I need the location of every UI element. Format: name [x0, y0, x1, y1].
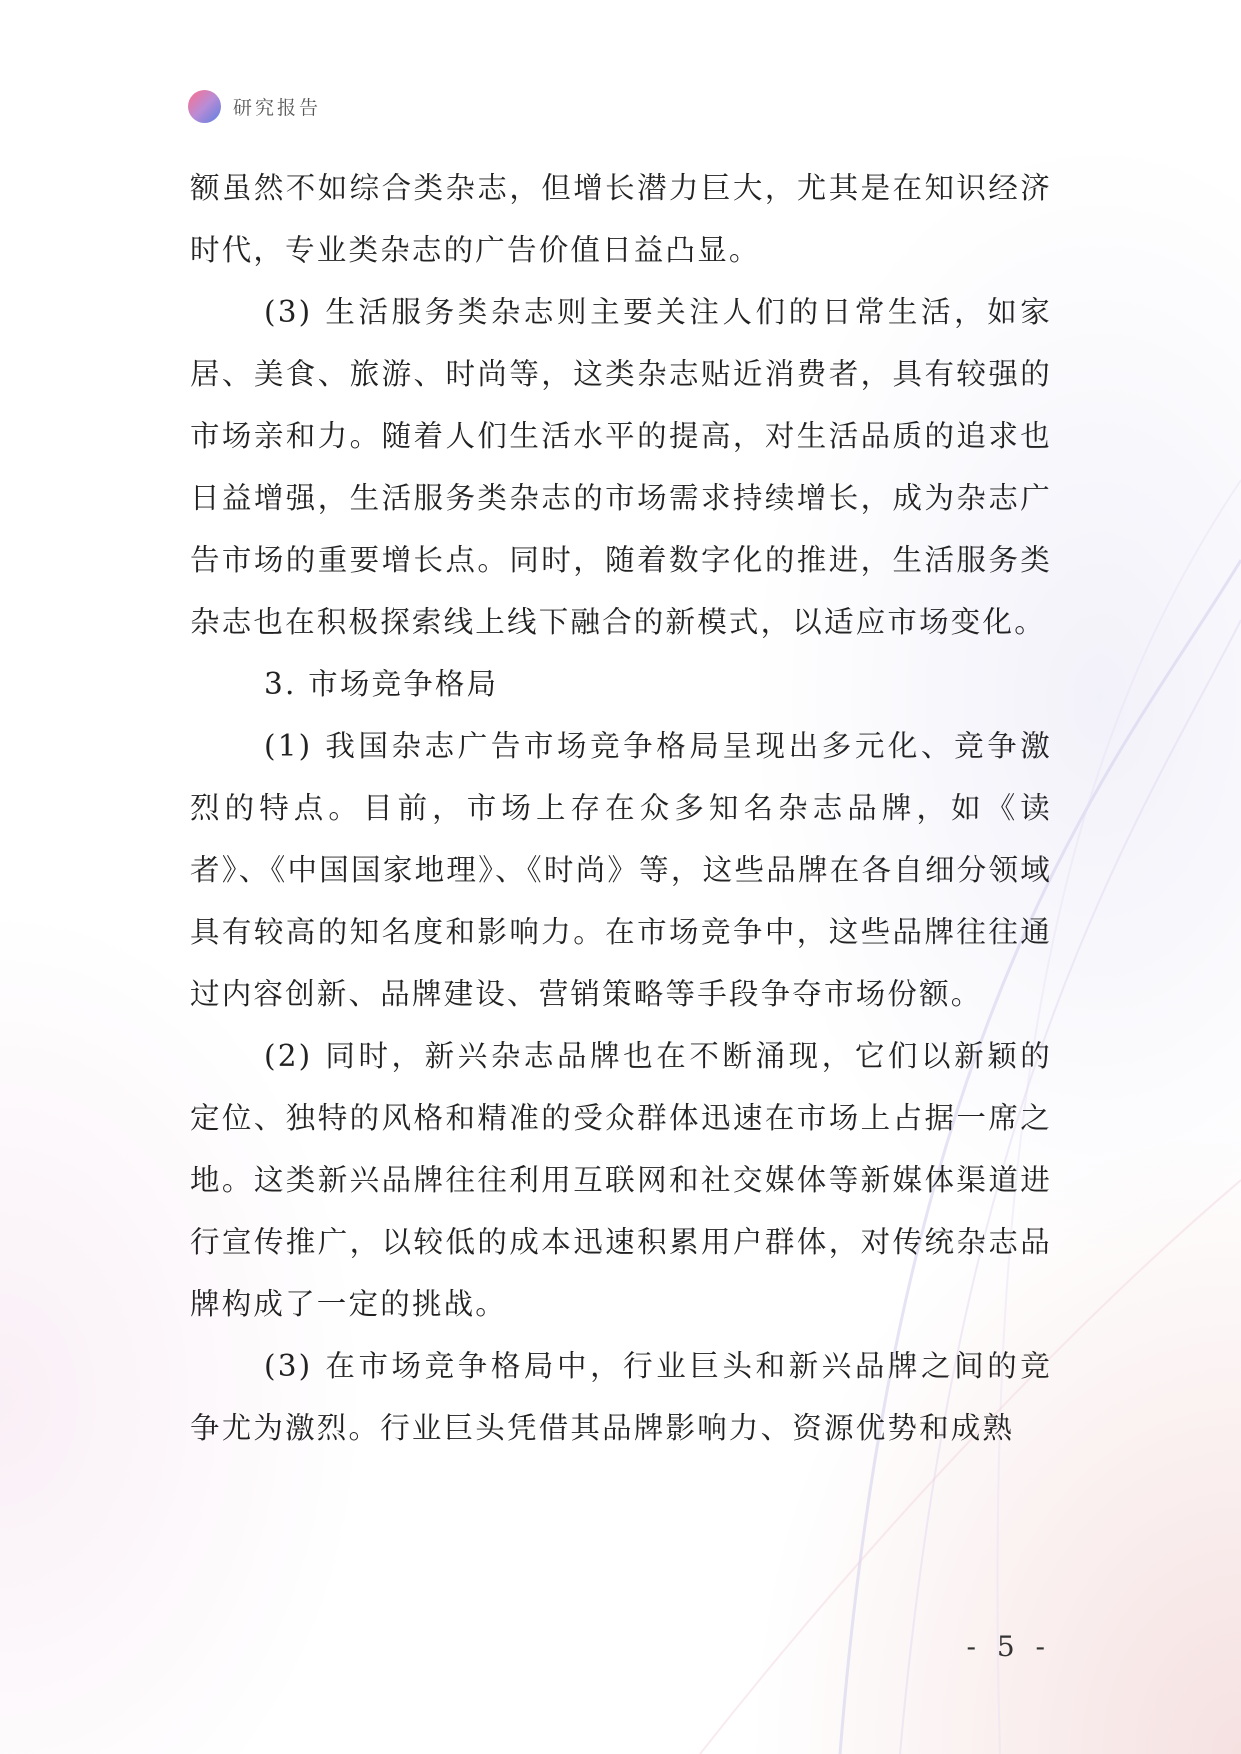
paragraph-lifestyle-magazines: (3) 生活服务类杂志则主要关注人们的日常生活，如家居、美食、旅游、时尚等，这类杂志贴近消费者，具有较强的市场亲和力。随着人们生活水平的提高，对生活品质的追求也日益增强，生活服务类杂志的市场需求持续增长，成为杂志广告市场的重要增长点。同时，随着数字化的推进，生活服务类杂志也在积极探索线上线下融合的新模式，以适应市场变化。 [190, 295, 1052, 639]
paragraph-continuation: 额虽然不如综合类杂志，但增长潜力巨大，尤其是在知识经济时代，专业类杂志的广告价值日益凸显。 [190, 171, 1052, 267]
paragraph-competition-3: (3) 在市场竞争格局中，行业巨头和新兴品牌之间的竞争尤为激烈。行业巨头凭借其品牌影响力、资源优势和成熟 [190, 1349, 1052, 1445]
report-label: 研究报告 [233, 96, 322, 119]
body-text [190, 157, 1052, 1459]
gradient-circle-logo [188, 90, 221, 123]
paragraph-competition-2: (2) 同时，新兴杂志品牌也在不断涌现，它们以新颖的定位、独特的风格和精准的受众群体迅速在市场上占据一席之地。这类新兴品牌往往利用互联网和社交媒体等新媒体渠道进行宣传推广，以较低的成本迅速积累用户群体，对传统杂志品牌构成了一定的挑战。 [190, 1039, 1052, 1321]
page-header [188, 88, 321, 124]
paragraph-competition-1: (1) 我国杂志广告市场竞争格局呈现出多元化、竞争激烈的特点。目前，市场上存在众多知名杂志品牌，如《读者》、《中国国家地理》、《时尚》等，这些品牌在各自细分领域具有较高的知名度和影响力。在市场竞争中，这些品牌往往通过内容创新、品牌建设、营销策略等手段争夺市场份额。 [190, 729, 1052, 1011]
page-number: - 5 - [966, 1630, 1051, 1663]
section-heading-competition: 3. 市场竞争格局 [264, 667, 499, 701]
